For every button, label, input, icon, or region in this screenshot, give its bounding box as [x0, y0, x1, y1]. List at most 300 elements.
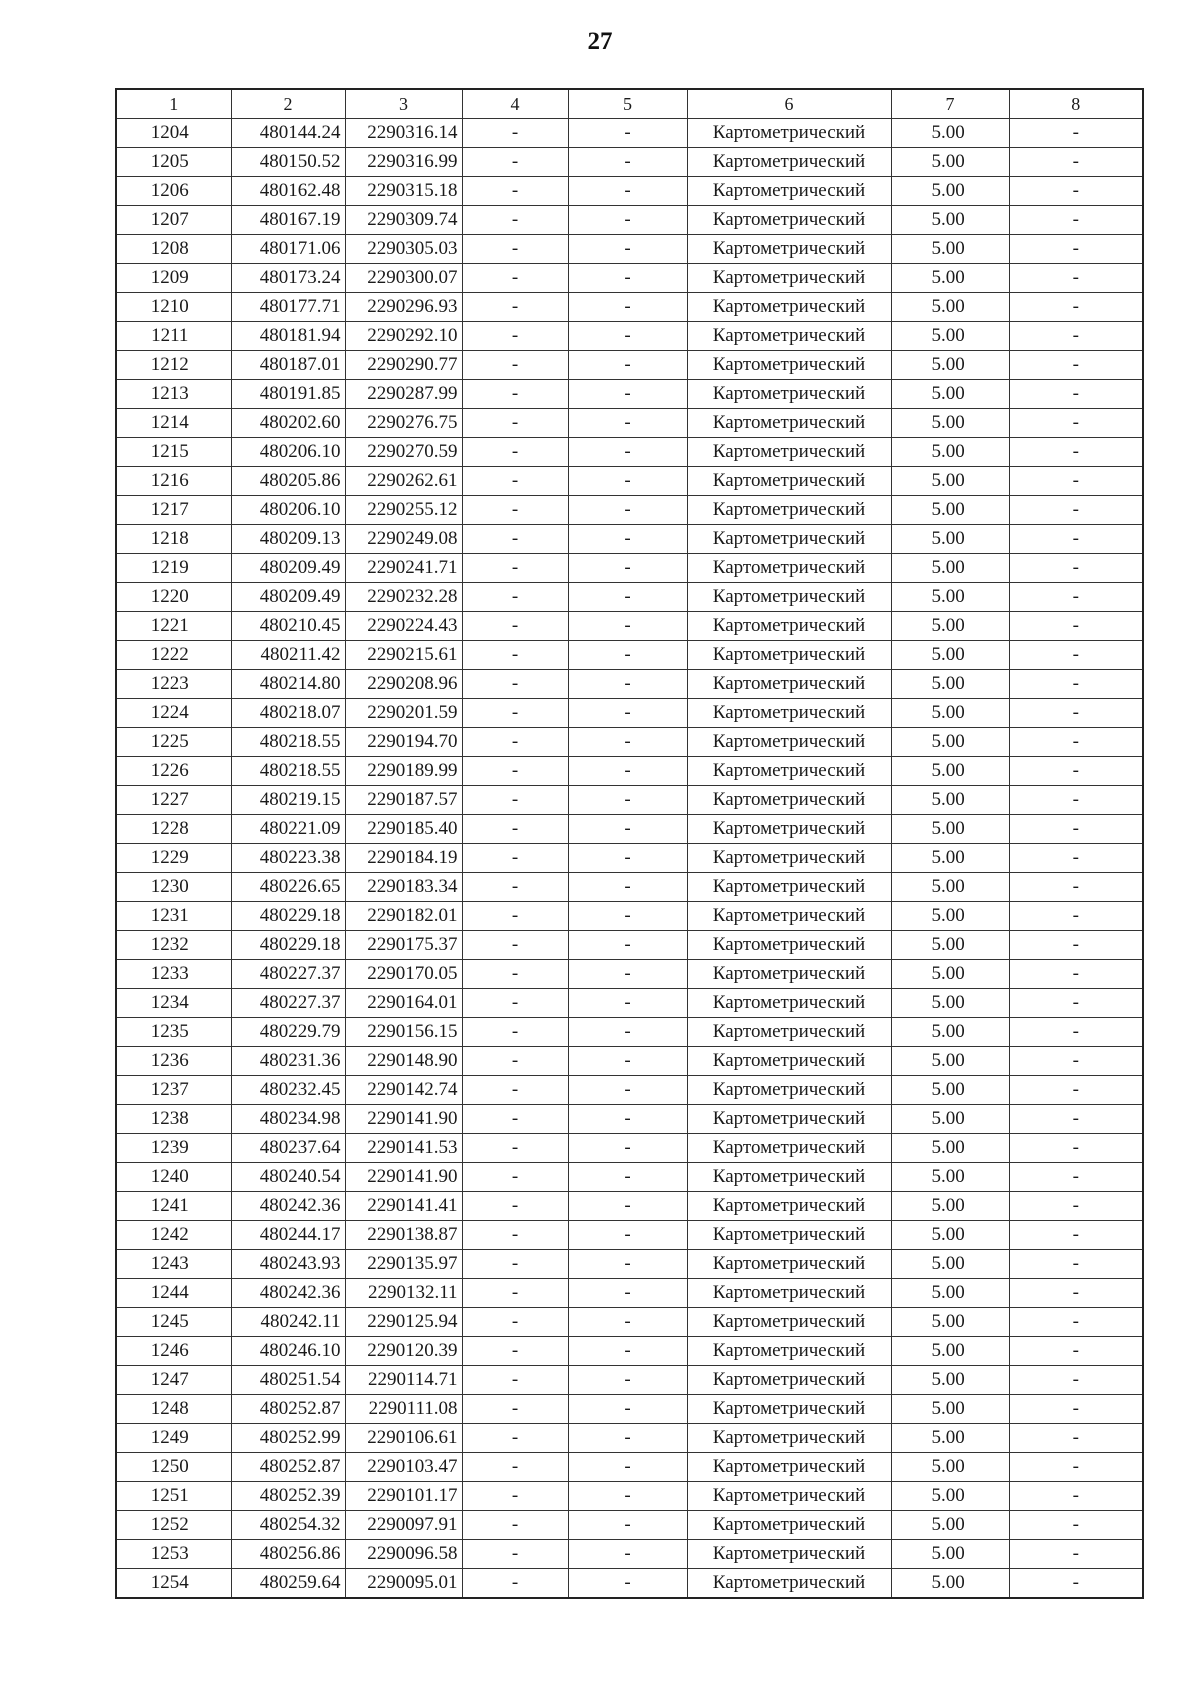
table-row — [116, 554, 1143, 583]
cell-accuracy: 5.00 — [891, 931, 1009, 960]
cell-col-4: - — [462, 380, 568, 409]
cell-accuracy: 5.00 — [891, 960, 1009, 989]
cell-col-5: - — [568, 1221, 687, 1250]
cell-accuracy: 5.00 — [891, 235, 1009, 264]
cell-accuracy: 5.00 — [891, 1192, 1009, 1221]
cell-x-coordinate: 480240.54 — [231, 1163, 345, 1192]
cell-col-4: - — [462, 931, 568, 960]
cell-col-8: - — [1009, 438, 1143, 467]
cell-point-number: 1230 — [116, 873, 231, 902]
cell-accuracy: 5.00 — [891, 525, 1009, 554]
cell-point-number: 1226 — [116, 757, 231, 786]
table-row — [116, 815, 1143, 844]
cell-y-coordinate: 2290096.58 — [345, 1540, 462, 1569]
cell-col-5: - — [568, 293, 687, 322]
cell-col-4: - — [462, 873, 568, 902]
cell-y-coordinate: 2290183.34 — [345, 873, 462, 902]
cell-accuracy: 5.00 — [891, 496, 1009, 525]
cell-point-number: 1233 — [116, 960, 231, 989]
cell-col-8: - — [1009, 1250, 1143, 1279]
cell-accuracy: 5.00 — [891, 409, 1009, 438]
cell-x-coordinate: 480244.17 — [231, 1221, 345, 1250]
cell-accuracy: 5.00 — [891, 757, 1009, 786]
cell-x-coordinate: 480206.10 — [231, 496, 345, 525]
cell-y-coordinate: 2290164.01 — [345, 989, 462, 1018]
cell-col-8: - — [1009, 670, 1143, 699]
cell-col-4: - — [462, 1308, 568, 1337]
cell-point-number: 1237 — [116, 1076, 231, 1105]
cell-method: Картометрический — [687, 1453, 891, 1482]
cell-x-coordinate: 480173.24 — [231, 264, 345, 293]
cell-method: Картометрический — [687, 409, 891, 438]
cell-accuracy: 5.00 — [891, 322, 1009, 351]
cell-col-8: - — [1009, 1424, 1143, 1453]
cell-point-number: 1227 — [116, 786, 231, 815]
cell-col-5: - — [568, 1163, 687, 1192]
table-row — [116, 1511, 1143, 1540]
cell-point-number: 1240 — [116, 1163, 231, 1192]
cell-x-coordinate: 480221.09 — [231, 815, 345, 844]
cell-col-4: - — [462, 1366, 568, 1395]
cell-col-5: - — [568, 1395, 687, 1424]
cell-x-coordinate: 480254.32 — [231, 1511, 345, 1540]
header-row — [116, 89, 1143, 119]
cell-method: Картометрический — [687, 1076, 891, 1105]
cell-x-coordinate: 480234.98 — [231, 1105, 345, 1134]
cell-col-5: - — [568, 931, 687, 960]
cell-col-4: - — [462, 148, 568, 177]
table-row — [116, 1192, 1143, 1221]
table-row — [116, 1540, 1143, 1569]
table-row — [116, 148, 1143, 177]
coordinates-table — [115, 88, 1144, 1599]
cell-accuracy: 5.00 — [891, 438, 1009, 467]
cell-col-4: - — [462, 525, 568, 554]
cell-method: Картометрический — [687, 148, 891, 177]
cell-col-8: - — [1009, 786, 1143, 815]
cell-col-8: - — [1009, 902, 1143, 931]
cell-col-5: - — [568, 670, 687, 699]
cell-point-number: 1210 — [116, 293, 231, 322]
cell-point-number: 1207 — [116, 206, 231, 235]
cell-x-coordinate: 480259.64 — [231, 1569, 345, 1599]
cell-col-8: - — [1009, 1018, 1143, 1047]
table-header — [116, 89, 1143, 119]
cell-y-coordinate: 2290241.71 — [345, 554, 462, 583]
cell-col-8: - — [1009, 148, 1143, 177]
cell-col-8: - — [1009, 612, 1143, 641]
column-header-3: 3 — [345, 89, 462, 119]
cell-y-coordinate: 2290187.57 — [345, 786, 462, 815]
cell-col-5: - — [568, 728, 687, 757]
cell-method: Картометрический — [687, 1018, 891, 1047]
cell-method: Картометрический — [687, 1337, 891, 1366]
cell-point-number: 1229 — [116, 844, 231, 873]
cell-col-4: - — [462, 554, 568, 583]
cell-x-coordinate: 480205.86 — [231, 467, 345, 496]
cell-y-coordinate: 2290156.15 — [345, 1018, 462, 1047]
cell-col-8: - — [1009, 1163, 1143, 1192]
cell-x-coordinate: 480252.87 — [231, 1395, 345, 1424]
cell-method: Картометрический — [687, 1482, 891, 1511]
cell-x-coordinate: 480252.87 — [231, 1453, 345, 1482]
cell-col-5: - — [568, 1424, 687, 1453]
table-row — [116, 960, 1143, 989]
cell-point-number: 1247 — [116, 1366, 231, 1395]
cell-col-5: - — [568, 148, 687, 177]
cell-col-5: - — [568, 119, 687, 148]
cell-accuracy: 5.00 — [891, 1105, 1009, 1134]
cell-col-4: - — [462, 612, 568, 641]
cell-accuracy: 5.00 — [891, 554, 1009, 583]
table-row — [116, 1569, 1143, 1599]
cell-method: Картометрический — [687, 438, 891, 467]
table-row — [116, 1337, 1143, 1366]
cell-point-number: 1219 — [116, 554, 231, 583]
cell-method: Картометрический — [687, 177, 891, 206]
cell-y-coordinate: 2290095.01 — [345, 1569, 462, 1599]
cell-col-8: - — [1009, 1511, 1143, 1540]
cell-accuracy: 5.00 — [891, 873, 1009, 902]
cell-method: Картометрический — [687, 1250, 891, 1279]
cell-col-4: - — [462, 757, 568, 786]
cell-accuracy: 5.00 — [891, 699, 1009, 728]
cell-accuracy: 5.00 — [891, 206, 1009, 235]
table-row — [116, 1134, 1143, 1163]
cell-col-4: - — [462, 1047, 568, 1076]
cell-col-5: - — [568, 467, 687, 496]
cell-col-5: - — [568, 786, 687, 815]
table-row — [116, 641, 1143, 670]
cell-x-coordinate: 480227.37 — [231, 989, 345, 1018]
cell-x-coordinate: 480210.45 — [231, 612, 345, 641]
cell-point-number: 1246 — [116, 1337, 231, 1366]
cell-accuracy: 5.00 — [891, 1134, 1009, 1163]
cell-col-4: - — [462, 583, 568, 612]
cell-accuracy: 5.00 — [891, 1221, 1009, 1250]
cell-x-coordinate: 480218.55 — [231, 728, 345, 757]
cell-y-coordinate: 2290215.61 — [345, 641, 462, 670]
cell-point-number: 1225 — [116, 728, 231, 757]
cell-col-8: - — [1009, 815, 1143, 844]
cell-col-5: - — [568, 264, 687, 293]
cell-col-5: - — [568, 989, 687, 1018]
cell-method: Картометрический — [687, 989, 891, 1018]
cell-point-number: 1242 — [116, 1221, 231, 1250]
cell-accuracy: 5.00 — [891, 815, 1009, 844]
cell-x-coordinate: 480206.10 — [231, 438, 345, 467]
cell-y-coordinate: 2290224.43 — [345, 612, 462, 641]
cell-col-4: - — [462, 409, 568, 438]
cell-accuracy: 5.00 — [891, 264, 1009, 293]
cell-col-8: - — [1009, 467, 1143, 496]
table-row — [116, 409, 1143, 438]
cell-accuracy: 5.00 — [891, 1047, 1009, 1076]
table-row — [116, 844, 1143, 873]
cell-method: Картометрический — [687, 757, 891, 786]
cell-y-coordinate: 2290316.14 — [345, 119, 462, 148]
table-row — [116, 1047, 1143, 1076]
column-header-5: 5 — [568, 89, 687, 119]
cell-y-coordinate: 2290287.99 — [345, 380, 462, 409]
table-row — [116, 699, 1143, 728]
table-row — [116, 206, 1143, 235]
cell-x-coordinate: 480251.54 — [231, 1366, 345, 1395]
cell-accuracy: 5.00 — [891, 989, 1009, 1018]
cell-col-8: - — [1009, 1134, 1143, 1163]
cell-y-coordinate: 2290106.61 — [345, 1424, 462, 1453]
cell-col-4: - — [462, 815, 568, 844]
cell-method: Картометрический — [687, 815, 891, 844]
cell-y-coordinate: 2290114.71 — [345, 1366, 462, 1395]
cell-y-coordinate: 2290141.41 — [345, 1192, 462, 1221]
cell-x-coordinate: 480226.65 — [231, 873, 345, 902]
cell-accuracy: 5.00 — [891, 177, 1009, 206]
cell-y-coordinate: 2290270.59 — [345, 438, 462, 467]
table-row — [116, 873, 1143, 902]
cell-y-coordinate: 2290111.08 — [345, 1395, 462, 1424]
table-row — [116, 380, 1143, 409]
cell-method: Картометрический — [687, 873, 891, 902]
cell-col-5: - — [568, 612, 687, 641]
table-body — [116, 119, 1143, 1599]
cell-y-coordinate: 2290300.07 — [345, 264, 462, 293]
cell-method: Картометрический — [687, 786, 891, 815]
cell-col-4: - — [462, 1453, 568, 1482]
cell-col-4: - — [462, 235, 568, 264]
cell-x-coordinate: 480214.80 — [231, 670, 345, 699]
cell-method: Картометрический — [687, 960, 891, 989]
cell-accuracy: 5.00 — [891, 1395, 1009, 1424]
cell-x-coordinate: 480171.06 — [231, 235, 345, 264]
cell-x-coordinate: 480219.15 — [231, 786, 345, 815]
cell-col-4: - — [462, 1511, 568, 1540]
cell-col-4: - — [462, 844, 568, 873]
cell-point-number: 1251 — [116, 1482, 231, 1511]
cell-col-5: - — [568, 1569, 687, 1599]
table-row — [116, 467, 1143, 496]
cell-col-8: - — [1009, 1076, 1143, 1105]
cell-method: Картометрический — [687, 496, 891, 525]
cell-x-coordinate: 480211.42 — [231, 641, 345, 670]
cell-y-coordinate: 2290208.96 — [345, 670, 462, 699]
cell-col-4: - — [462, 177, 568, 206]
cell-method: Картометрический — [687, 380, 891, 409]
column-header-2: 2 — [231, 89, 345, 119]
cell-x-coordinate: 480229.18 — [231, 902, 345, 931]
cell-accuracy: 5.00 — [891, 583, 1009, 612]
cell-col-4: - — [462, 351, 568, 380]
cell-accuracy: 5.00 — [891, 1366, 1009, 1395]
cell-y-coordinate: 2290232.28 — [345, 583, 462, 612]
cell-method: Картометрический — [687, 931, 891, 960]
table-row — [116, 786, 1143, 815]
cell-col-5: - — [568, 1308, 687, 1337]
cell-accuracy: 5.00 — [891, 293, 1009, 322]
cell-point-number: 1216 — [116, 467, 231, 496]
cell-col-4: - — [462, 1395, 568, 1424]
cell-x-coordinate: 480218.55 — [231, 757, 345, 786]
cell-y-coordinate: 2290097.91 — [345, 1511, 462, 1540]
cell-col-8: - — [1009, 496, 1143, 525]
cell-accuracy: 5.00 — [891, 728, 1009, 757]
cell-x-coordinate: 480256.86 — [231, 1540, 345, 1569]
cell-y-coordinate: 2290101.17 — [345, 1482, 462, 1511]
cell-col-8: - — [1009, 380, 1143, 409]
cell-col-8: - — [1009, 351, 1143, 380]
cell-method: Картометрический — [687, 1308, 891, 1337]
cell-point-number: 1238 — [116, 1105, 231, 1134]
cell-x-coordinate: 480167.19 — [231, 206, 345, 235]
cell-x-coordinate: 480237.64 — [231, 1134, 345, 1163]
cell-col-4: - — [462, 1192, 568, 1221]
cell-point-number: 1243 — [116, 1250, 231, 1279]
cell-col-5: - — [568, 177, 687, 206]
cell-point-number: 1250 — [116, 1453, 231, 1482]
cell-col-8: - — [1009, 322, 1143, 351]
cell-y-coordinate: 2290132.11 — [345, 1279, 462, 1308]
cell-col-4: - — [462, 1250, 568, 1279]
cell-col-5: - — [568, 1076, 687, 1105]
cell-method: Картометрический — [687, 467, 891, 496]
cell-col-4: - — [462, 902, 568, 931]
cell-col-4: - — [462, 1134, 568, 1163]
cell-method: Картометрический — [687, 728, 891, 757]
cell-y-coordinate: 2290296.93 — [345, 293, 462, 322]
table-row — [116, 1105, 1143, 1134]
cell-point-number: 1217 — [116, 496, 231, 525]
cell-method: Картометрический — [687, 322, 891, 351]
cell-col-8: - — [1009, 1482, 1143, 1511]
table-row — [116, 931, 1143, 960]
table-row — [116, 1163, 1143, 1192]
cell-method: Картометрический — [687, 1221, 891, 1250]
cell-point-number: 1212 — [116, 351, 231, 380]
cell-y-coordinate: 2290290.77 — [345, 351, 462, 380]
cell-x-coordinate: 480229.79 — [231, 1018, 345, 1047]
cell-y-coordinate: 2290194.70 — [345, 728, 462, 757]
cell-method: Картометрический — [687, 1134, 891, 1163]
cell-col-5: - — [568, 902, 687, 931]
cell-y-coordinate: 2290148.90 — [345, 1047, 462, 1076]
cell-x-coordinate: 480243.93 — [231, 1250, 345, 1279]
cell-col-8: - — [1009, 409, 1143, 438]
cell-col-8: - — [1009, 960, 1143, 989]
cell-point-number: 1214 — [116, 409, 231, 438]
cell-col-4: - — [462, 467, 568, 496]
table-row — [116, 670, 1143, 699]
table-row — [116, 1308, 1143, 1337]
cell-col-4: - — [462, 728, 568, 757]
table-row — [116, 1279, 1143, 1308]
cell-x-coordinate: 480229.18 — [231, 931, 345, 960]
cell-col-8: - — [1009, 989, 1143, 1018]
cell-col-8: - — [1009, 583, 1143, 612]
cell-col-8: - — [1009, 641, 1143, 670]
cell-col-4: - — [462, 1221, 568, 1250]
cell-col-8: - — [1009, 757, 1143, 786]
cell-col-8: - — [1009, 293, 1143, 322]
cell-x-coordinate: 480187.01 — [231, 351, 345, 380]
cell-x-coordinate: 480242.11 — [231, 1308, 345, 1337]
cell-accuracy: 5.00 — [891, 351, 1009, 380]
cell-point-number: 1244 — [116, 1279, 231, 1308]
cell-col-8: - — [1009, 206, 1143, 235]
cell-col-5: - — [568, 757, 687, 786]
cell-col-8: - — [1009, 1540, 1143, 1569]
column-header-1: 1 — [116, 89, 231, 119]
cell-col-4: - — [462, 496, 568, 525]
cell-accuracy: 5.00 — [891, 1569, 1009, 1599]
cell-col-5: - — [568, 641, 687, 670]
cell-col-5: - — [568, 496, 687, 525]
cell-accuracy: 5.00 — [891, 1163, 1009, 1192]
table-row — [116, 293, 1143, 322]
cell-col-8: - — [1009, 873, 1143, 902]
cell-method: Картометрический — [687, 1366, 891, 1395]
cell-accuracy: 5.00 — [891, 1482, 1009, 1511]
cell-method: Картометрический — [687, 1511, 891, 1540]
cell-point-number: 1204 — [116, 119, 231, 148]
cell-col-8: - — [1009, 1279, 1143, 1308]
cell-col-4: - — [462, 1076, 568, 1105]
cell-accuracy: 5.00 — [891, 1076, 1009, 1105]
cell-point-number: 1221 — [116, 612, 231, 641]
cell-accuracy: 5.00 — [891, 1540, 1009, 1569]
cell-x-coordinate: 480252.99 — [231, 1424, 345, 1453]
cell-col-4: - — [462, 960, 568, 989]
cell-col-5: - — [568, 1018, 687, 1047]
column-header-8: 8 — [1009, 89, 1143, 119]
cell-x-coordinate: 480246.10 — [231, 1337, 345, 1366]
cell-col-4: - — [462, 641, 568, 670]
cell-col-4: - — [462, 1424, 568, 1453]
cell-col-5: - — [568, 235, 687, 264]
cell-col-4: - — [462, 1569, 568, 1599]
cell-x-coordinate: 480191.85 — [231, 380, 345, 409]
cell-accuracy: 5.00 — [891, 1424, 1009, 1453]
cell-x-coordinate: 480150.52 — [231, 148, 345, 177]
cell-method: Картометрический — [687, 583, 891, 612]
cell-col-4: - — [462, 989, 568, 1018]
cell-method: Картометрический — [687, 641, 891, 670]
cell-accuracy: 5.00 — [891, 380, 1009, 409]
page-number: 27 — [587, 28, 613, 55]
cell-accuracy: 5.00 — [891, 1018, 1009, 1047]
cell-x-coordinate: 480223.38 — [231, 844, 345, 873]
cell-x-coordinate: 480231.36 — [231, 1047, 345, 1076]
cell-x-coordinate: 480177.71 — [231, 293, 345, 322]
cell-col-4: - — [462, 1105, 568, 1134]
table-row — [116, 989, 1143, 1018]
cell-point-number: 1224 — [116, 699, 231, 728]
cell-col-5: - — [568, 409, 687, 438]
cell-point-number: 1220 — [116, 583, 231, 612]
cell-col-5: - — [568, 815, 687, 844]
cell-col-8: - — [1009, 264, 1143, 293]
cell-col-5: - — [568, 1105, 687, 1134]
cell-col-8: - — [1009, 177, 1143, 206]
cell-col-8: - — [1009, 1105, 1143, 1134]
cell-col-4: - — [462, 1337, 568, 1366]
column-header-6: 6 — [687, 89, 891, 119]
cell-y-coordinate: 2290103.47 — [345, 1453, 462, 1482]
cell-col-5: - — [568, 1134, 687, 1163]
cell-col-5: - — [568, 699, 687, 728]
cell-col-5: - — [568, 1482, 687, 1511]
cell-col-5: - — [568, 438, 687, 467]
cell-col-5: - — [568, 1192, 687, 1221]
